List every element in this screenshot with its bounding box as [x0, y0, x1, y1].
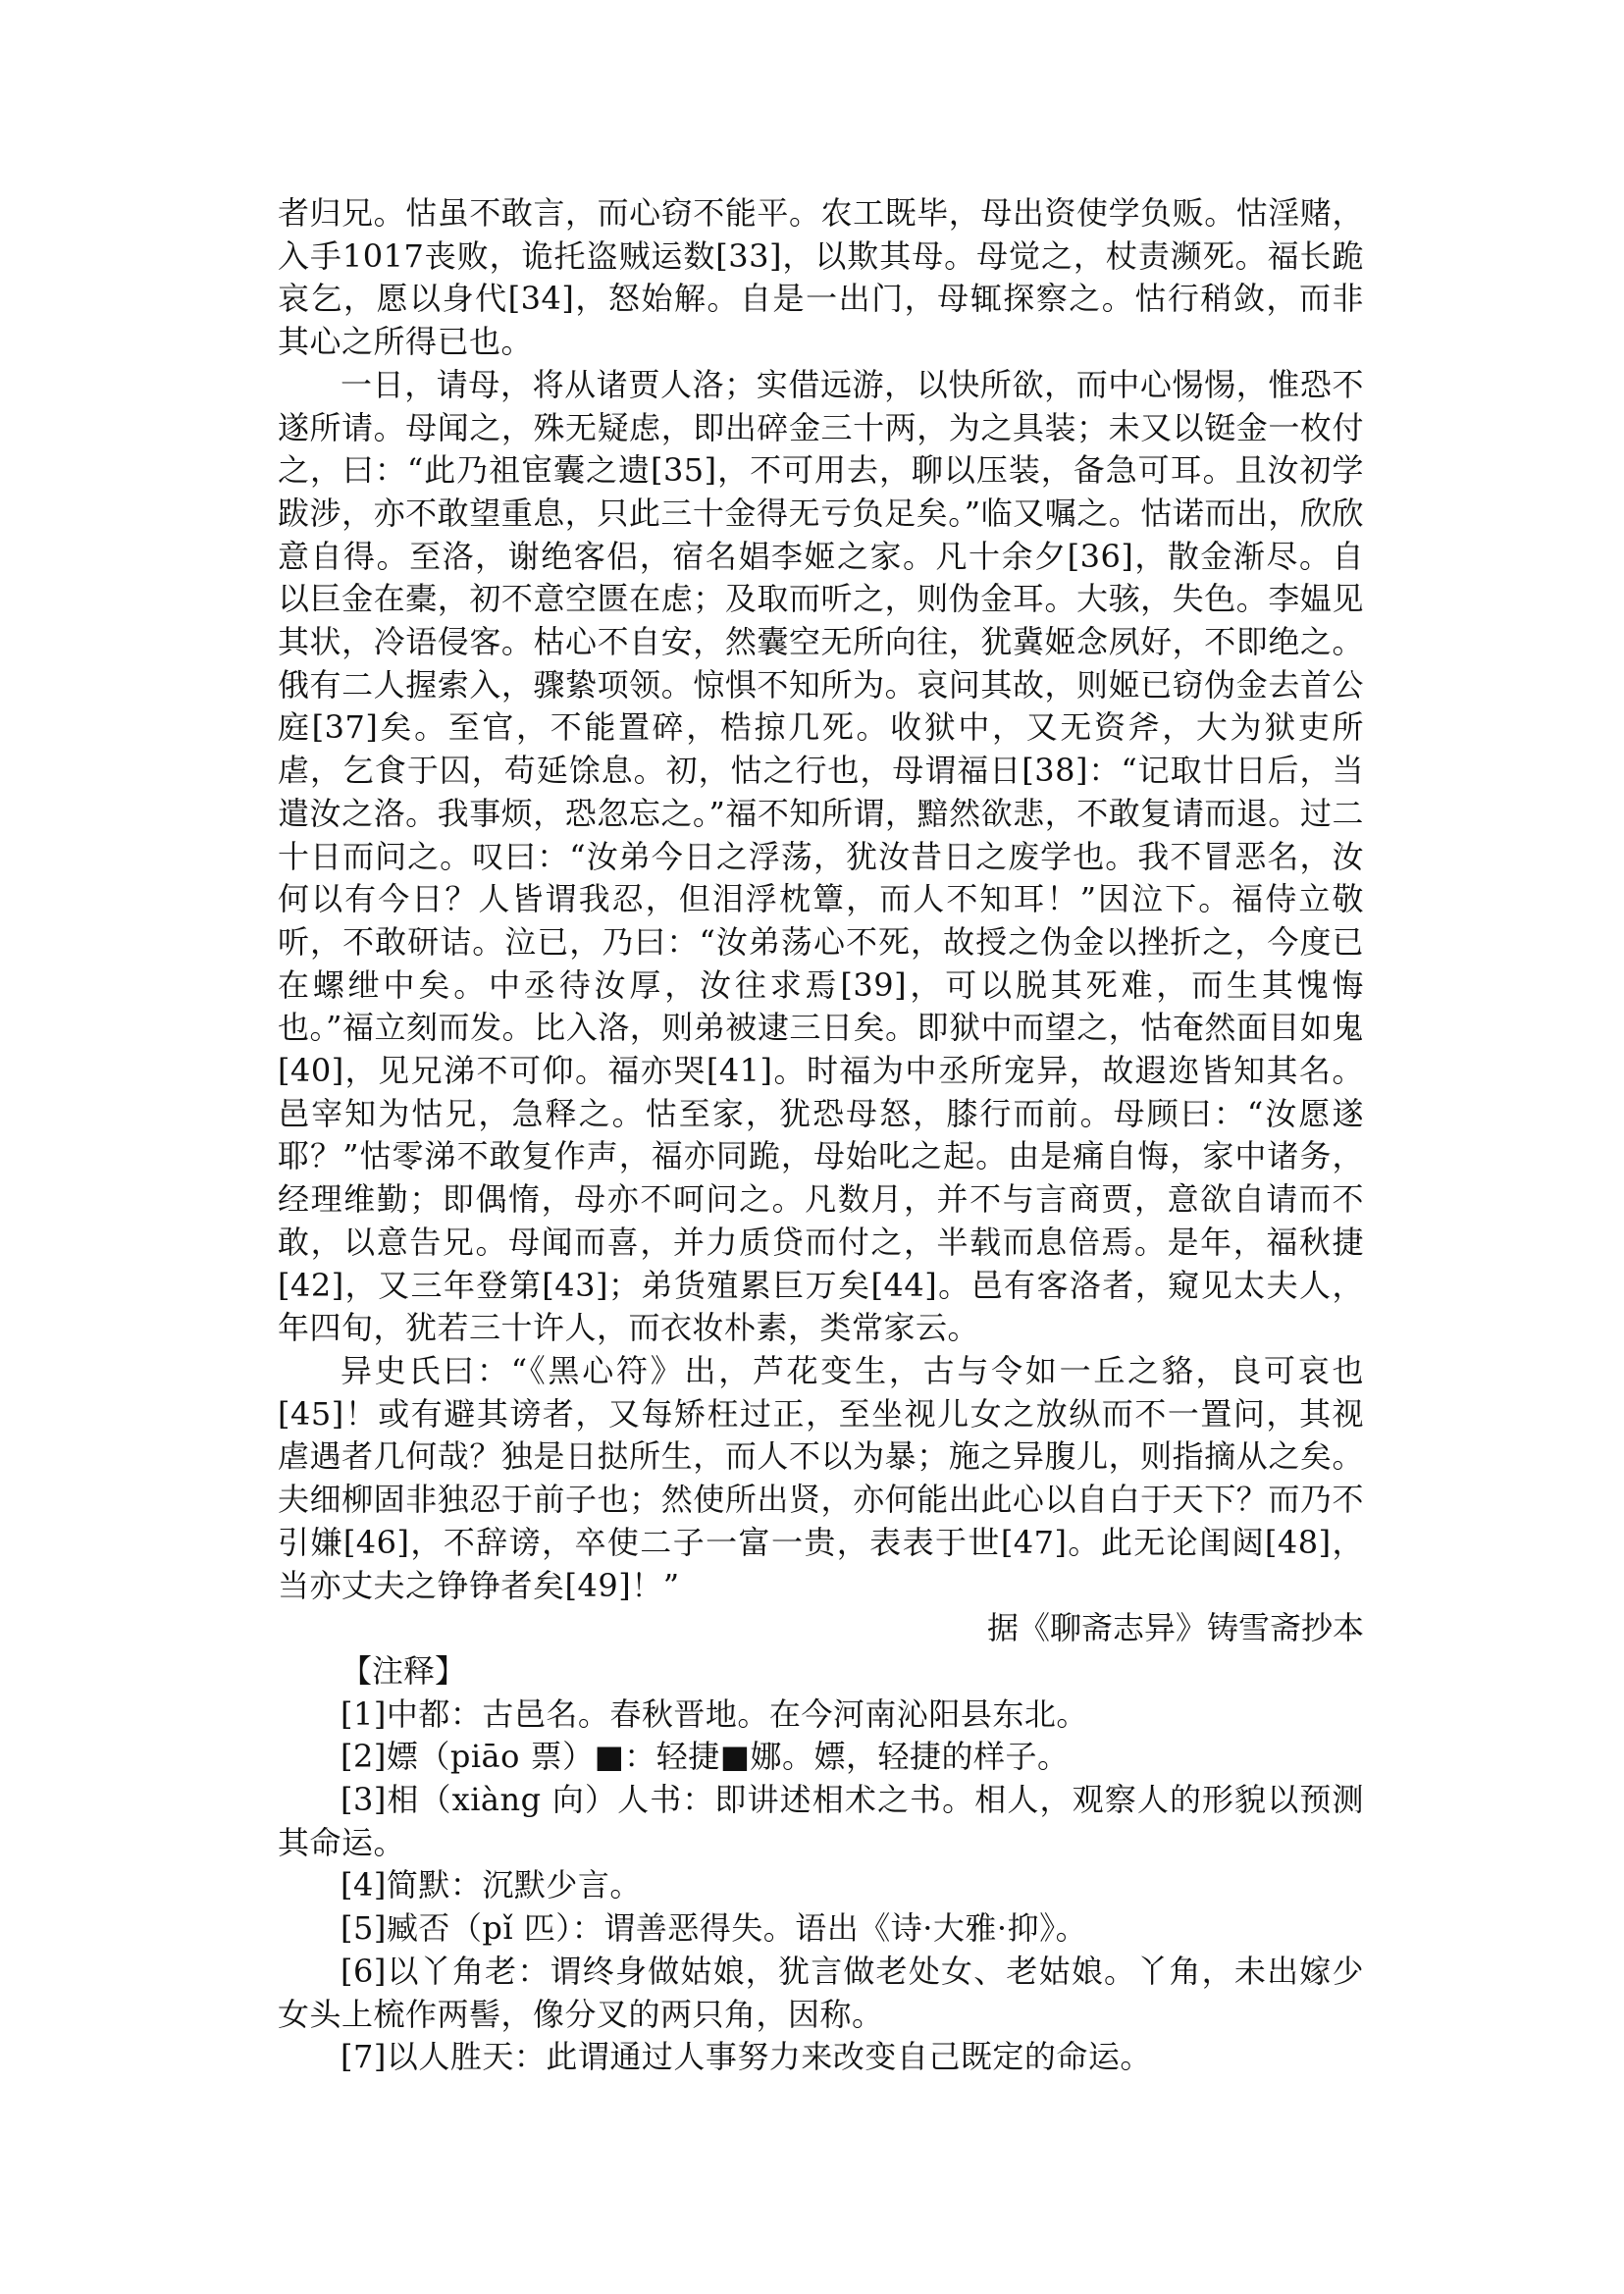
notes-heading: 【注释】: [341, 1651, 467, 1690]
source-citation: 据《聊斋志异》铸雪斋抄本: [986, 1609, 1364, 1647]
note-item-4: [4]简默：沉默少言。: [341, 1866, 642, 1904]
note-item-7: [7]以人胜天：此谓通过人事努力来改变自己既定的命运。: [341, 2038, 1152, 2076]
note-item-6: [6]以丫角老：谓终身做姑娘，犹言做老处女、老姑娘。丫角，未出嫁少女头上梳作两髻，像分叉的两只角，因称。: [278, 1952, 1364, 2033]
note-item-5: [5]臧否（pǐ 匹）：谓善恶得失。语出《诗·大雅·抑》。: [341, 1909, 1088, 1948]
body-paragraph-2: 一日，请母，将从诸贾人洛；实借远游，以快所欲，而中心惕惕，惟恐不遂所请。母闻之，殊无疑虑，即出碎金三十两，为之具装；未又以铤金一枚付之，曰：“此乃祖宦囊之遗[35]，不可用去，聊以压装，备急可耳。且汝初学跋涉，亦不敢望重息，只此三十金得无亏负足矣。”临又嘱之。怙诺而出，欣欣意自得。至洛，谢绝客侣，宿名娼李姬之家。凡十余夕[36]，散金渐尽。自以巨金在橐，初不意空匮在虑；及取而听之，则伪金耳。大骇，失色。李媪见其状，冷语侵客。枯心不自安，然囊空无所向往，犹冀姬念夙好，不即绝之。俄有二人握索入，骤絷项领。惊惧不知所为。哀问其故，则姬已窃伪金去首公庭[37]矣。至官，不能置碎，梏掠几死。收狱中，又无资斧，大为狱吏所虐，乞食于囚，苟延馀息。初，怙之行也，母谓福日[38]：“记取廿日后，当遣汝之洛。我事烦，恐忽忘之。”福不知所谓，黯然欲悲，不敢复请而退。过二十日而问之。叹曰：“汝弟今日之浮荡，犹汝昔日之废学也。我不冒恶名，汝何以有今日？人皆谓我忍，但泪浮枕簟，而人不知耳！”因泣下。福侍立敬听，不敢研诘。泣已，乃曰：“汝弟荡心不死，故授之伪金以挫折之，今度已在螺绁中矣。中丞待汝厚，汝往求焉[39]，可以脱其死难，而生其愧悔也。”福立刻而发。比入洛，则弟被逮三日矣。即狱中而望之，怙奄然面目如鬼[40]，见兄涕不可仰。福亦哭[41]。时福为中丞所宠异，故遐迩皆知其名。邑宰知为怙兄，急释之。怙至家，犹恐母怒，膝行而前。母顾曰：“汝愿遂耶？”怙零涕不敢复作声，福亦同跪，母始叱之起。由是痛自悔，家中诸务，经理维勤；即偶惰，母亦不呵问之。凡数月，并不与言商贾，意欲自请而不敢，以意告兄。母闻而喜，并力质贷而付之，半载而息倍焉。是年，福秋捷[42]，又三年登第[43]；弟货殖累巨万矣[44]。邑有客洛者，窥见太夫人，年四旬，犹若三十许人，而衣妆朴素，类常家云。: [278, 365, 1364, 1347]
note-item-3: [3]相（xiàng 向）人书：即讲述相术之书。相人，观察人的形貌以预测其命运。: [278, 1781, 1364, 1861]
note-item-1: [1]中都：古邑名。春秋晋地。在今河南沁阳县东北。: [341, 1694, 1088, 1733]
body-paragraph-1: 者归兄。怙虽不敢言，而心窃不能平。农工既毕，母出资使学负贩。怙淫赌，入手1017丧败，诡托盗贼运数[33]，以欺其母。母觉之，杖责濒死。福长跪哀乞，愿以身代[34]，怒始解。自是一出门，母辄探察之。怙行稍敛，而非其心之所得已也。: [278, 194, 1364, 361]
body-paragraph-commentary: 异史氏曰：“《黑心符》出，芦花变生，古与令如一丘之貉，良可哀也[45]！或有避其谤者，又每矫枉过正，至坐视儿女之放纵而不一置问，其视虐遇者几何哉？独是日挞所生，而人不以为暴；施之异腹儿，则指摘从之矣。夫细柳固非独忍于前子也；然使所出贤，亦何能出此心以自白于天下？而乃不引嫌[46]，不辞谤，卒使二子一富一贵，表表于世[47]。此无论闺闼[48]，当亦丈夫之铮铮者矣[49]！”: [278, 1351, 1364, 1604]
document-page: [278, 192, 1364, 2079]
note-item-2: [2]嫖（piāo 票）■：轻捷■娜。嫖，轻捷的样子。: [341, 1738, 1070, 1776]
